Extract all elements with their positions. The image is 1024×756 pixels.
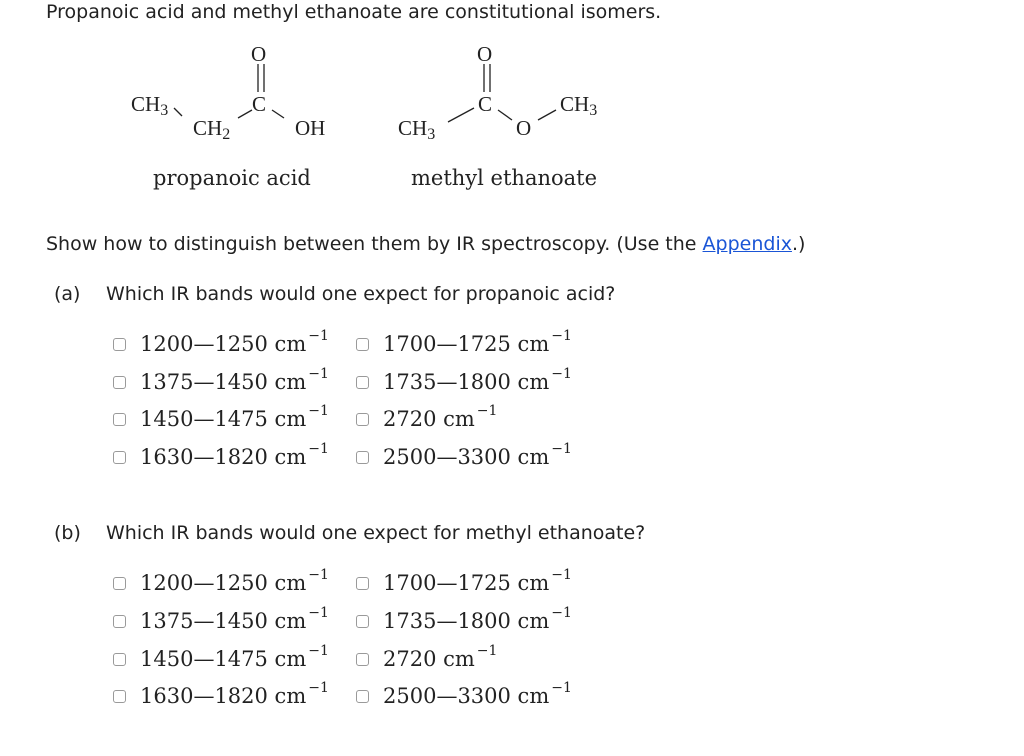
propanoic-acid-label: propanoic acid <box>153 166 311 190</box>
intro-text: Propanoic acid and methyl ethanoate are constitutional isomers. <box>46 1 662 23</box>
option-label: 2720 cm $^{-1}$ <box>383 643 498 671</box>
option-label: 1200—1250 cm $^{-1}$ <box>140 328 329 356</box>
part-a-option-2720[interactable] <box>356 405 497 433</box>
part-a-option-1450-1475[interactable] <box>113 405 329 433</box>
checkbox[interactable] <box>113 376 126 389</box>
part-a-option-2500-3300[interactable] <box>356 443 572 471</box>
methyl-atom-ch3-right: CH3 <box>560 92 598 119</box>
checkbox[interactable] <box>356 338 369 351</box>
methyl-ethanoate-bonds <box>0 0 640 170</box>
part-b-option-1200-1250[interactable] <box>113 569 329 597</box>
part-a-option-1700-1725[interactable] <box>356 330 572 358</box>
part-b-option-1450-1475[interactable] <box>113 645 329 673</box>
instruction-prefix: Show how to distinguish between them by IR spectroscopy. (Use the <box>46 233 703 255</box>
option-label: 1630—1820 cm $^{-1}$ <box>140 441 329 469</box>
methyl-atom-o-ester: O <box>516 116 532 140</box>
propanoic-atom-oh: OH <box>295 116 326 140</box>
part-a-option-1630-1820[interactable] <box>113 443 329 471</box>
checkbox[interactable] <box>113 338 126 351</box>
instruction-text <box>46 232 805 256</box>
checkbox[interactable] <box>356 577 369 590</box>
instruction-suffix: .) <box>791 233 806 255</box>
appendix-link[interactable]: Appendix <box>702 233 792 255</box>
checkbox[interactable] <box>113 577 126 590</box>
part-a-option-1375-1450[interactable] <box>113 368 329 396</box>
option-label: 1375—1450 cm $^{-1}$ <box>140 605 329 633</box>
propanoic-atom-ch2: CH2 <box>193 116 231 143</box>
option-label: 1375—1450 cm $^{-1}$ <box>140 366 329 394</box>
methyl-ethanoate-label: methyl ethanoate <box>411 166 598 190</box>
part-a-option-1735-1800[interactable] <box>356 368 572 396</box>
methyl-atom-ch3-left: CH3 <box>398 116 436 143</box>
checkbox[interactable] <box>113 451 126 464</box>
option-label: 2500—3300 cm $^{-1}$ <box>383 441 572 469</box>
part-b-option-1735-1800[interactable] <box>356 607 572 635</box>
checkbox[interactable] <box>356 451 369 464</box>
checkbox[interactable] <box>113 653 126 666</box>
part-a-text: Which IR bands would one expect for propanoic acid? <box>106 283 616 305</box>
checkbox[interactable] <box>113 413 126 426</box>
checkbox[interactable] <box>356 615 369 628</box>
option-label: 1450—1475 cm $^{-1}$ <box>140 643 329 671</box>
option-label: 1700—1725 cm $^{-1}$ <box>383 328 572 356</box>
option-label: 1735—1800 cm $^{-1}$ <box>383 605 572 633</box>
option-label: 1735—1800 cm $^{-1}$ <box>383 366 572 394</box>
propanoic-atom-o: O <box>251 42 267 66</box>
option-label: 2500—3300 cm $^{-1}$ <box>383 680 572 708</box>
part-a-option-1200-1250[interactable] <box>113 330 329 358</box>
checkbox[interactable] <box>356 376 369 389</box>
part-b-option-2720[interactable] <box>356 645 497 673</box>
option-label: 1200—1250 cm $^{-1}$ <box>140 567 329 595</box>
propanoic-atom-c: C <box>252 92 267 116</box>
checkbox[interactable] <box>356 413 369 426</box>
checkbox[interactable] <box>356 653 369 666</box>
part-b-question <box>54 521 645 545</box>
methyl-ethanoate-structure <box>0 0 640 170</box>
option-label: 1450—1475 cm $^{-1}$ <box>140 403 329 431</box>
part-a-question <box>54 282 615 306</box>
part-b-label: (b) <box>54 522 81 544</box>
part-a-label: (a) <box>54 283 81 305</box>
option-label: 2720 cm $^{-1}$ <box>383 403 498 431</box>
part-b-text: Which IR bands would one expect for methyl ethanoate? <box>106 522 646 544</box>
option-label: 1630—1820 cm $^{-1}$ <box>140 680 329 708</box>
part-b-option-2500-3300[interactable] <box>356 682 572 710</box>
option-label: 1700—1725 cm $^{-1}$ <box>383 567 572 595</box>
part-b-option-1375-1450[interactable] <box>113 607 329 635</box>
part-b-option-1700-1725[interactable] <box>356 569 572 597</box>
propanoic-atom-ch3: CH3 <box>131 92 169 119</box>
part-b-option-1630-1820[interactable] <box>113 682 329 710</box>
checkbox[interactable] <box>356 690 369 703</box>
methyl-atom-o-top: O <box>477 42 493 66</box>
checkbox[interactable] <box>113 690 126 703</box>
methyl-atom-c: C <box>478 92 493 116</box>
checkbox[interactable] <box>113 615 126 628</box>
